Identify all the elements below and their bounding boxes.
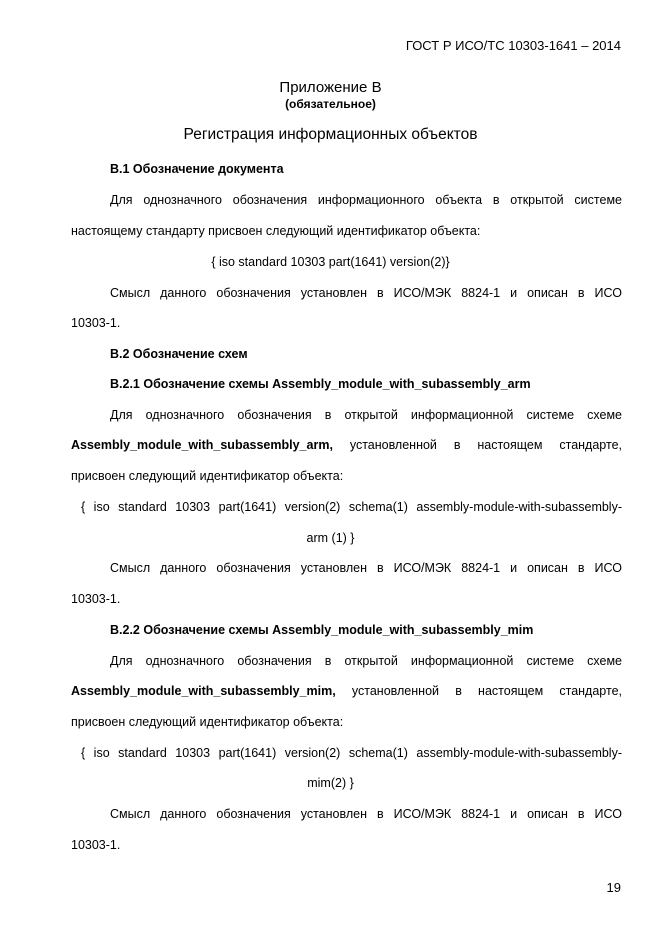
paragraph-line: Смысл данного обозначения установлен в ИСО/МЭК 8824-1 и описан в ИСО [110,561,622,575]
paragraph-line: Для однозначного обозначения информационного объекта в открытой системе [110,193,622,207]
object-identifier: { iso standard 10303 part(1641) version(2) schema(1) assembly-module-with-subassembly- [81,500,622,514]
paragraph-line: присвоен следующий идентификатор объекта: [71,469,344,483]
section-heading-b21: В.2.1 Обозначение схемы Assembly_module_with_subassembly_arm [110,377,531,391]
annex-type: (обязательное) [285,97,376,111]
section-heading-b1: В.1 Обозначение документа [110,162,284,176]
paragraph-line: Смысл данного обозначения установлен в ИСО/МЭК 8824-1 и описан в ИСО [110,286,622,300]
paragraph-line: 10303-1. [71,316,121,330]
standard-designation: ГОСТ Р ИСО/ТС 10303-1641 – 2014 [405,38,621,53]
paragraph-text: установленной в настоящем стандарте, [349,438,622,452]
annex-heading: Регистрация информационных объектов [183,126,478,143]
section-heading-b22: В.2.2 Обозначение схемы Assembly_module_with_subassembly_mim [110,623,534,637]
paragraph-line: настоящему стандарту присвоен следующий идентификатор объекта: [71,224,481,238]
section-heading-b2: В.2 Обозначение схем [110,347,248,361]
paragraph-line [71,438,622,452]
paragraph-line: 10303-1. [71,838,121,852]
paragraph-line [71,684,622,698]
paragraph-text: установленной в настоящем стандарте, [351,684,622,698]
object-identifier-continuation: mim(2) } [307,776,354,790]
paragraph-line: 10303-1. [71,592,121,606]
annex-title: Приложение В [279,79,382,96]
paragraph-line: присвоен следующий идентификатор объекта: [71,715,344,729]
paragraph-line: Смысл данного обозначения установлен в ИСО/МЭК 8824-1 и описан в ИСО [110,807,622,821]
paragraph-line: Для однозначного обозначения в открытой информационной системе схеме [110,654,622,668]
schema-name: Assembly_module_with_subassembly_mim, [71,684,336,698]
object-identifier-continuation: arm (1) } [306,531,355,545]
paragraph-line: Для однозначного обозначения в открытой информационной системе схеме [110,408,622,422]
schema-name: Assembly_module_with_subassembly_arm, [71,438,333,452]
object-identifier: { iso standard 10303 part(1641) version(2) schema(1) assembly-module-with-subassembly- [81,746,622,760]
page-number: 19 [606,880,621,895]
object-identifier: { iso standard 10303 part(1641) version(2)} [211,255,450,269]
